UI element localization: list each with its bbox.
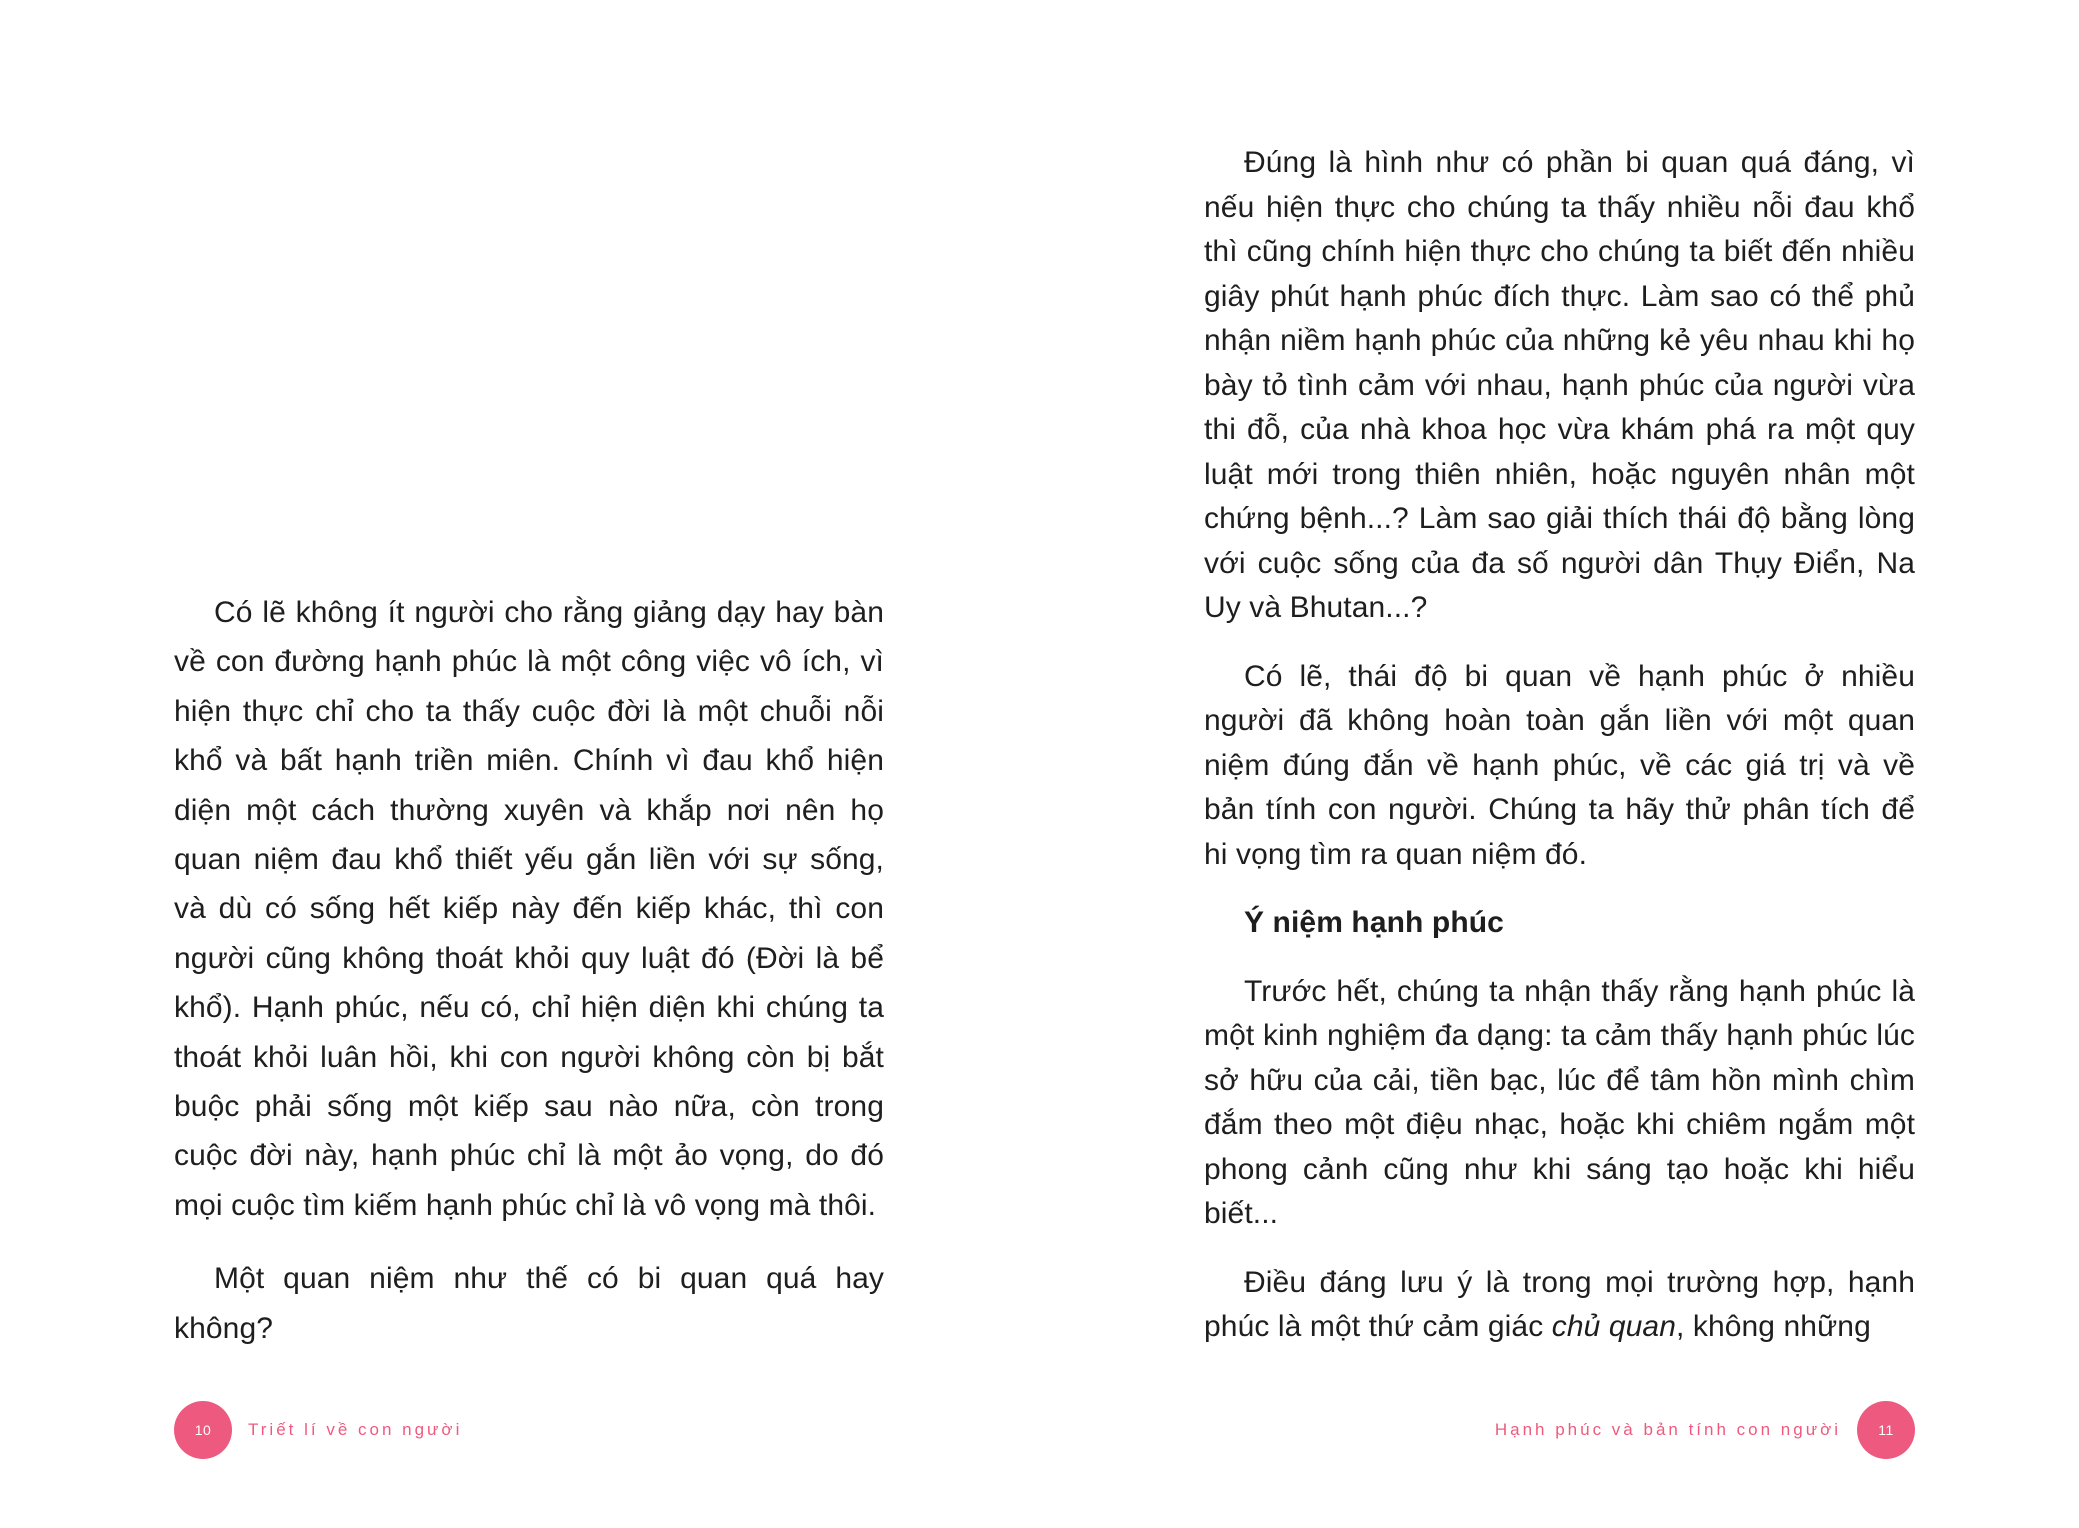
right-paragraph-2: Có lẽ, thái độ bi quan về hạnh phúc ở nhiều người đã không hoàn toàn gắn liền với một quan niệm đúng đắn về hạnh phúc, về các giá trị và về bản tính con người. Chúng ta hãy thử phân tích để hi vọng tìm ra quan niệm đó. [1204,659,1915,871]
right-paragraph-3: Trước hết, chúng ta nhận thấy rằng hạnh phúc là một kinh nghiệm đa dạng: ta cảm thấy hạnh phúc lúc sở hữu của cải, tiền bạc, lúc để tâm hồn mình chìm đắm theo một điệu nhạc, hoặc khi chiêm ngắm một phong cảnh cũng như khi sáng tạo hoặc khi hiểu biết... [1204,974,1915,1230]
left-paragraph-2: Một quan niệm như thế có bi quan quá hay không? [174,1262,884,1345]
page-number-badge: 11 [1857,1401,1915,1459]
right-page-body [1204,141,1915,1350]
left-paragraph-1: Có lẽ không ít người cho rằng giảng dạy hay bàn về con đường hạnh phúc là một công việc vô ích, vì hiện thực chỉ cho ta thấy cuộc đời là một chuỗi nỗi khổ và bất hạnh triền miên. Chính vì đau khổ hiện diện một cách thường xuyên và khắp nơi nên họ quan niệm đau khổ thiết yếu gắn liền với sự sống, và dù có sống hết kiếp này đến kiếp khác, thì con người cũng không thoát khỏi quy luật đó (Đời là bể khổ). Hạnh phúc, nếu có, chỉ hiện diện khi chúng ta thoát khỏi luân hồi, khi con người không còn bị bắt buộc phải sống một kiếp sau nào nữa, còn trong cuộc đời này, hạnh phúc chỉ là một ảo vọng, do đó mọi cuộc tìm kiếm hạnh phúc chỉ là vô vọng mà thôi. [174,596,884,1222]
left-page-footer [174,1400,462,1460]
paragraph-4-emphasis: chủ quan [1551,1310,1676,1343]
right-paragraph-1: Đúng là hình như có phần bi quan quá đáng, vì nếu hiện thực cho chúng ta thấy nhiều nỗi đau khổ thì cũng chính hiện thực cho chúng ta biết đến nhiều giây phút hạnh phúc đích thực. Làm sao có thể phủ nhận niềm hạnh phúc của những kẻ yêu nhau khi họ bày tỏ tình cảm với nhau, hạnh phúc của người vừa thi đỗ, của nhà khoa học vừa khám phá ra một quy luật mới trong thiên nhiên, hoặc nguyên nhân một chứng bệnh...? Làm sao giải thích thái độ bằng lòng với cuộc sống của đa số người dân Thụy Điển, Na Uy và Bhutan...? [1204,146,1915,624]
right-page [1039,0,2079,1528]
running-title: Hạnh phúc và bản tính con người [1494,1420,1841,1439]
running-title: Triết lí về con người [248,1420,463,1439]
section-heading: Ý niệm hạnh phúc [1244,906,1504,939]
right-page-footer [1495,1400,1915,1460]
paragraph-4-text-end: , không những [1675,1310,1871,1343]
paragraph-4-text: Điều đáng lưu ý là trong mọi trường hợp, hạnh phúc là một thứ cảm giác [1204,1265,1915,1343]
left-page-body [174,588,884,1353]
left-page [0,0,1039,1528]
page-number-badge: 10 [174,1401,232,1459]
right-paragraph-4 [1204,1261,1915,1350]
